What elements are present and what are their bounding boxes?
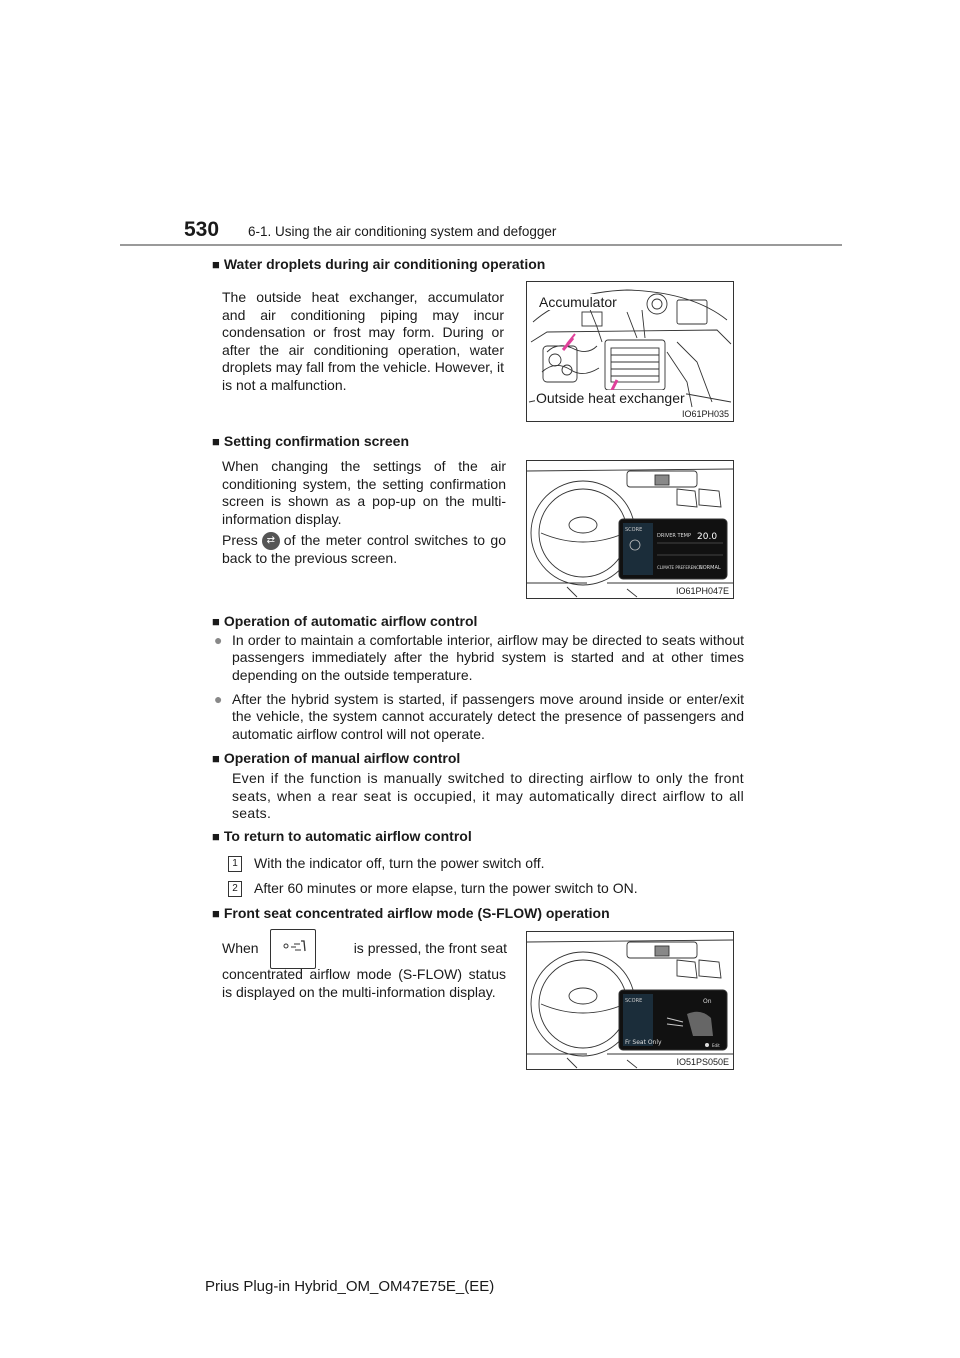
press-rest: of the meter control switches to go back to the previous screen. — [222, 532, 506, 567]
back-switch-icon: ⇄ — [262, 532, 280, 550]
fig-score: SCORE — [625, 998, 643, 1004]
fig-driver-temp: DRIVER TEMP — [657, 533, 691, 539]
press-label: Press — [222, 532, 258, 548]
water-text: The outside heat exchanger, accumulator and air conditioning piping may incur condensation or frost may form. During or after the air conditioning operation, water droplets may fall from the vehicle. However, it is not a malfunction. — [222, 289, 504, 393]
auto-airflow-bullet-2: ● After the hybrid system is started, if passengers move around inside or enter/exit the vehicle, the system cannot accurately detect the presence of passengers and automatic airflow control will not operate. — [214, 691, 744, 742]
fig-temp-value: 20.0 — [697, 532, 718, 542]
fig-climate-pref: CLIMATE PREFERENCE — [657, 565, 702, 570]
engine-bay-figure — [526, 281, 734, 422]
fig-score: SCORE — [625, 527, 643, 533]
setting-text: When changing the settings of the air conditioning system, the setting confirmation screen is shown as a pop-up on the multi-information display. — [222, 458, 506, 527]
dashboard-illustration — [527, 932, 733, 1069]
section-title-setting: ■ Setting confirmation screen — [212, 433, 409, 449]
page-number: 530 — [184, 218, 220, 241]
fig-fr-seat-only: Fr Seat Only — [625, 1039, 662, 1046]
step-number-1: 1 — [228, 856, 242, 872]
dashboard-figure-setting — [526, 460, 734, 599]
figure-code: IO61PH035 — [681, 409, 729, 419]
step-text-2: After 60 minutes or more elapse, turn the power switch to ON. — [254, 880, 638, 896]
chapter-title: 6-1. Using the air conditioning system and defogger — [248, 224, 557, 239]
label-outside-heat-exchanger: Outside heat exchanger — [536, 390, 685, 406]
bullet-dot: ● — [214, 632, 223, 648]
fig-normal: NORMAL — [699, 565, 721, 571]
manual-airflow-text: Even if the function is manually switched to directing airflow to only the front seats, when a rear seat is occupied, it may automatically direct airflow to all seats. — [232, 770, 744, 822]
label-accumulator: Accumulator — [539, 294, 617, 310]
sflow-text-after: is pressed, the front seat — [353, 940, 507, 956]
figure-code: IO51PS050E — [676, 1057, 729, 1067]
section-title-auto-airflow: ■ Operation of automatic airflow control — [212, 613, 477, 629]
dashboard-figure-sflow — [526, 931, 734, 1070]
step-text-1: With the indicator off, turn the power switch off. — [254, 855, 545, 871]
bullet-dot: ● — [214, 691, 223, 707]
header-rule — [120, 244, 842, 246]
fig-edit: Edit — [712, 1043, 720, 1048]
setting-press-text — [222, 532, 506, 568]
fig-on: On — [703, 998, 712, 1005]
dashboard-illustration — [527, 461, 733, 598]
figure-code: IO61PH047E — [675, 586, 729, 596]
section-title-return-auto: ■ To return to automatic airflow control — [212, 828, 472, 844]
sflow-button-icon — [270, 929, 316, 969]
section-title-sflow: ■ Front seat concentrated airflow mode (S-FLOW) operation — [212, 905, 610, 921]
step-number-2: 2 — [228, 881, 242, 897]
auto-airflow-bullet-1: ● In order to maintain a comfortable interior, airflow may be directed to seats without passengers immediately after the hybrid system is started and at other times depending on the outside temperature. — [214, 632, 744, 683]
sflow-when: When — [222, 940, 259, 956]
section-title-manual-airflow: ■ Operation of manual airflow control — [212, 750, 460, 766]
footer-text: Prius Plug-in Hybrid_OM_OM47E75E_(EE) — [205, 1278, 495, 1295]
section-title-water: ■ Water droplets during air conditioning operation — [212, 256, 545, 272]
sflow-text-rest: concentrated airflow mode (S-FLOW) status is displayed on the multi-information display. — [222, 966, 506, 1000]
